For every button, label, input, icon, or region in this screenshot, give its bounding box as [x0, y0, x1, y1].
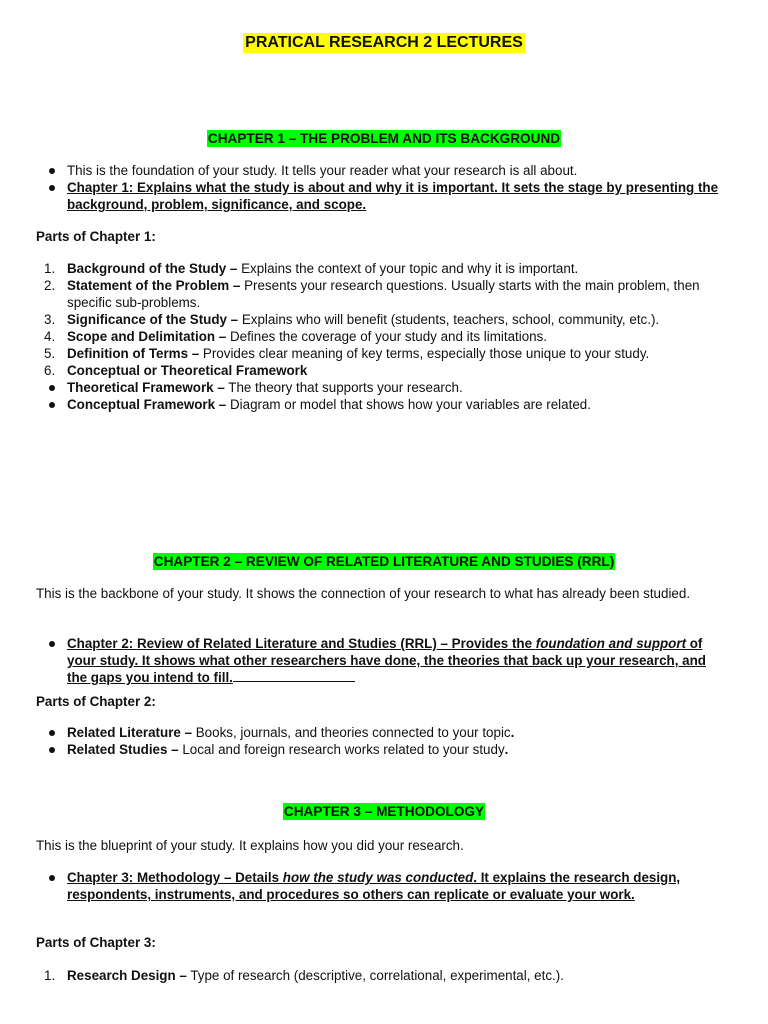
chapter-3-parts-label-wrap [36, 934, 738, 951]
chapter-1-heading: CHAPTER 1 – THE PROBLEM AND ITS BACKGROUND [207, 131, 561, 146]
bullet-text: Chapter 1: Explains what the study is about and why it is important. It sets the stage by presenting the background, problem, significance, and scope. [67, 180, 719, 212]
description: Presents your research questions. Usually starts with the main problem, then specific sub-problems. [67, 278, 700, 310]
list-item [36, 379, 744, 396]
description: Diagram or model that shows how your variables are related. [226, 397, 591, 412]
description: Type of research (descriptive, correlational, experimental, etc.). [186, 968, 564, 983]
description: Books, journals, and theories connected to your topic [192, 725, 511, 740]
list-item [36, 724, 738, 741]
bullet-text: of your study. It shows what other researchers have done, the theories that back up your research, and the gaps you intend to fill. [67, 636, 706, 685]
chapter-1-parts [36, 260, 744, 413]
page-title: PRATICAL RESEARCH 2 LECTURES [245, 34, 523, 51]
term: Theoretical Framework – [67, 380, 225, 395]
term: Conceptual Framework – [67, 397, 227, 412]
term: Significance of the Study – [67, 312, 239, 327]
description: Provides clear meaning of key terms, especially those unique to your study. [199, 346, 650, 361]
term: Scope and Delimitation – [67, 329, 227, 344]
list-item [36, 967, 738, 984]
bullet-text: Chapter 2: Review of Related Literature and Studies (RRL) – Provides the [67, 636, 536, 651]
title-wrap [0, 33, 768, 53]
chapter-1-bullet-summary [36, 179, 738, 213]
bullet-text: . It explains the research design, respondents, instruments, and procedures so others can replicate or evaluate your work. [67, 870, 681, 902]
bullet-text: Chapter 3: Methodology – Details [67, 870, 283, 885]
chapter-2-heading-wrap [0, 553, 768, 570]
description: Defines the coverage of your study and its limitations. [226, 329, 548, 344]
list-number: 6. [44, 363, 56, 378]
chapter-3-parts [36, 967, 738, 984]
list-number: 5. [44, 346, 56, 361]
chapter-1-parts-label-wrap [36, 228, 738, 245]
term: Related Studies – [67, 742, 179, 757]
chapter-3-heading-wrap [0, 803, 768, 820]
term: Definition of Terms – [67, 346, 200, 361]
chapter-1-parts-label: Parts of Chapter 1: [36, 229, 156, 244]
term: Research Design – [67, 968, 187, 983]
bullet-text: This is the foundation of your study. It tells your reader what your research is all about. [67, 163, 578, 178]
chapter-2-parts-label: Parts of Chapter 2: [36, 694, 156, 709]
list-item [36, 362, 744, 379]
list-number: 2. [44, 278, 56, 293]
list-number: 4. [44, 329, 56, 344]
period: . [510, 725, 515, 740]
list-number: 1. [44, 968, 56, 983]
list-item [36, 260, 744, 277]
term: Statement of the Problem – [67, 278, 241, 293]
chapter-2-intro-wrap [36, 585, 738, 602]
chapter-3-bullet-summary [36, 869, 712, 903]
period: . [504, 742, 509, 757]
description: Explains who will benefit (students, teachers, school, community, etc.). [238, 312, 660, 327]
term: Background of the Study – [67, 261, 238, 276]
chapter-1-intro-bullets [36, 162, 738, 213]
list-item [36, 741, 738, 758]
description: Local and foreign research works related to your study [178, 742, 505, 757]
bullet-emphasis: foundation and support [535, 636, 687, 651]
description: Explains the context of your topic and why it is important. [237, 261, 579, 276]
chapter-2-parts [36, 724, 738, 758]
chapter-2-intro: This is the backbone of your study. It shows the connection of your research to what has already been studied. [36, 586, 691, 601]
chapter-3-parts-label: Parts of Chapter 3: [36, 935, 156, 950]
list-item [36, 345, 744, 362]
list-item [36, 311, 744, 328]
term: Conceptual or Theoretical Framework [67, 363, 308, 378]
chapter-3-intro-wrap [36, 837, 738, 854]
chapter-3-bullets [36, 869, 712, 903]
chapter-2-heading: CHAPTER 2 – REVIEW OF RELATED LITERATURE AND STUDIES (RRL) [153, 554, 615, 569]
chapter-3-intro: This is the blueprint of your study. It explains how you did your research. [36, 838, 464, 853]
chapter-2-bullets [36, 635, 712, 686]
list-item [36, 396, 744, 413]
list-number: 1. [44, 261, 56, 276]
description: The theory that supports your research. [224, 380, 463, 395]
chapter-2-parts-label-wrap [36, 693, 738, 710]
term: Related Literature – [67, 725, 193, 740]
chapter-1-heading-wrap [0, 130, 768, 147]
chapter-2-bullet-summary [36, 635, 712, 686]
list-item [36, 277, 744, 311]
underline-blank [233, 669, 355, 682]
list-number: 3. [44, 312, 56, 327]
chapter-1-bullet-foundation [36, 162, 738, 179]
chapter-3-heading: CHAPTER 3 – METHODOLOGY [283, 804, 485, 819]
bullet-emphasis: how the study was conducted [282, 870, 474, 885]
list-item [36, 328, 744, 345]
